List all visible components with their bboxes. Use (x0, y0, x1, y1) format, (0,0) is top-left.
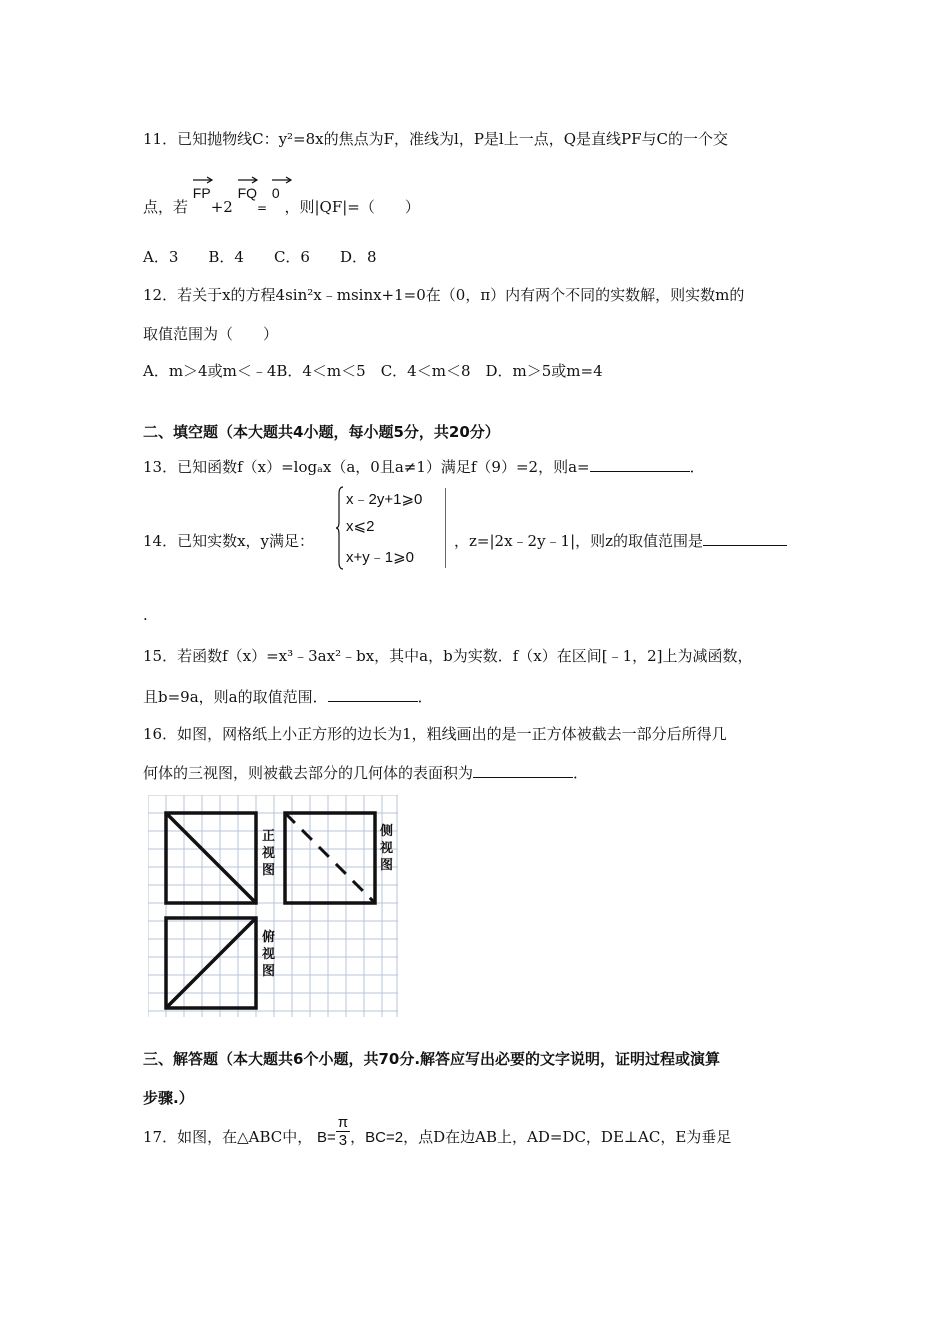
vector-fq: FQ (238, 185, 257, 201)
q14-constraint-system (336, 486, 446, 570)
q14-end: . (143, 606, 148, 624)
q16-line1: 16．如图，网格纸上小正方形的边长为1，粗线画出的是一正方体被截去一部分后所得几 (143, 725, 727, 743)
q15-blank (328, 687, 418, 702)
q17-denominator: 3 (338, 1131, 348, 1149)
brace-icon (336, 486, 344, 570)
three-view-figure (148, 795, 398, 1017)
label-side-2: 视 (380, 841, 394, 856)
label-side-1: 侧 (380, 824, 394, 839)
q11-plus: +2 (210, 198, 233, 216)
q13-line (143, 456, 705, 477)
q11-line2 (143, 185, 420, 217)
q11-line1: 11．已知抛物线C：y²=8x的焦点为F，准线为l，P是l上一点，Q是直线PF与C的一个交 (143, 130, 728, 148)
q11-eq: = (257, 201, 268, 215)
q15-end: ． (417, 688, 433, 706)
q17-prefix: 17．如图，在△ABC中， (143, 1128, 313, 1146)
label-front-2: 视 (262, 846, 276, 861)
vector-fp: FP (193, 185, 211, 201)
label-side-3: 图 (380, 858, 394, 873)
vector-zero: 0 (272, 185, 280, 201)
q14-row1: x﹣2y+1⩾0 (346, 491, 423, 508)
q17-fraction (336, 1114, 350, 1149)
q17-line: 17．如图，在△ABC中， B= $\frac{\pi}{3}$ ，BC=2，点D在边AB上，AD=DC，DE⊥AC，E为垂足 (143, 1113, 732, 1149)
q12-options: A．m＞4或m＜﹣4B．4＜m＜5 C．4＜m＜8 D．m＞5或m=4 (143, 362, 603, 380)
label-top-1: 俯 (262, 930, 276, 945)
q15-line1: 15．若函数f（x）=x³﹣3ax²﹣bx，其中a，b为实数．f（x）在区间[﹣1，2]上为减函数， (143, 647, 753, 665)
q11-line2-prefix: 点，若 (143, 198, 189, 216)
q13-text: 13．已知函数f（x）=logₐx（a，0且a≠1）满足f（9）=2，则a= (143, 458, 590, 476)
q13-end: ． (689, 458, 705, 476)
q14-suffix-line (454, 530, 787, 551)
q14-suffix: ，z=|2x﹣2y﹣1|，则z的取值范围是 (454, 532, 704, 550)
q16-text: 何体的三视图，则被截去部分的几何体的表面积为 (143, 764, 474, 782)
label-front-1: 正 (262, 829, 276, 844)
q11-options: A．3 B．4 C．6 D．8 (143, 248, 377, 266)
q17-b-lhs: B= (317, 1129, 336, 1146)
q17-suffix: ，点D在边AB上，AD=DC，DE⊥AC，E为垂足 (403, 1128, 732, 1146)
q11-line2-suffix: ，则|QF|=（ ） (284, 198, 420, 216)
q14-system-bar (445, 488, 446, 568)
q17-numerator: π (337, 1113, 349, 1131)
q13-blank (590, 457, 690, 472)
q12-line1: 12．若关于x的方程4sin²x﹣msinx+1=0在（0，π）内有两个不同的实数解，则实数m的 (143, 286, 745, 304)
q16-end: ． (573, 764, 589, 782)
section2-heading: 二、填空题（本大题共4小题，每小题5分，共20分） (143, 423, 500, 441)
q14-prefix: 14．已知实数x，y满足： (143, 532, 315, 550)
q14-blank (703, 531, 787, 546)
q16-line2 (143, 762, 588, 783)
label-front-3: 图 (262, 863, 276, 878)
label-top-2: 视 (262, 947, 276, 962)
section3-line2: 步骤.） (143, 1089, 194, 1107)
label-top-3: 图 (262, 964, 276, 979)
q15-line2 (143, 686, 433, 707)
q17-bc: BC=2 (365, 1129, 404, 1146)
section3-line1: 三、解答题（本大题共6个小题，共70分.解答应写出必要的文字说明，证明过程或演算 (143, 1050, 721, 1068)
q14-row2: x⩽2 (346, 518, 375, 535)
q16-blank (473, 763, 573, 778)
q14-row3: x+y﹣1⩾0 (346, 549, 415, 566)
q12-line2: 取值范围为（ ） (143, 325, 279, 343)
q15-text: 且b=9a，则a的取值范围． (143, 688, 328, 706)
